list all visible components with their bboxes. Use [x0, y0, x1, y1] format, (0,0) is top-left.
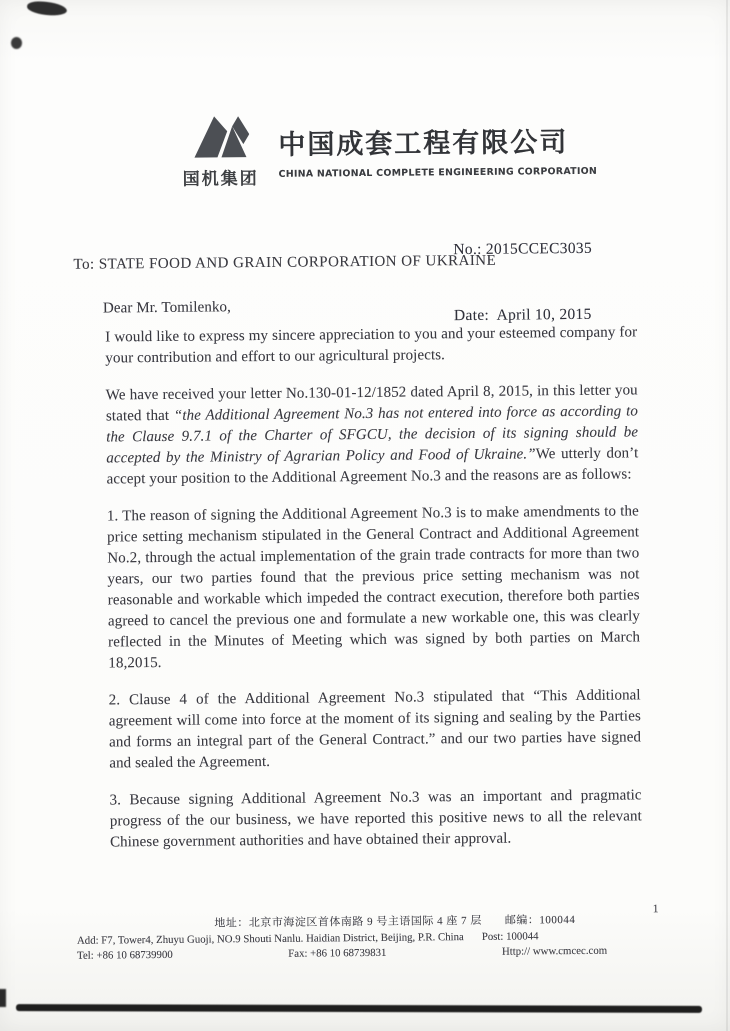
letterhead	[180, 110, 597, 190]
paragraph-received-prefix: We have received your letter No.130-01-12/1852 dated April 8, 2015, in this letter you stated that	[105, 382, 638, 425]
logo-group-name: 国机集团	[182, 169, 259, 190]
footer-postcode: Post: 100044	[481, 930, 539, 943]
footer-address-cn: 地址：北京市海淀区首体南路 9 号主语国际 4 座 7 层 邮编：100044	[214, 914, 576, 930]
footer-address-en-text: Add: F7, Tower4, Zhuyu Guoji, NO.9 Shouti Nanlu. Haidian District, Beijing, P.R. China	[76, 931, 464, 947]
paragraph-reason-3: 3. Because signing Additional Agreement No.3 was an important and pragmatic progress of the our business, we have reported this positive news to all the relevant Chinese government authorities and have obtained their approval.	[109, 787, 642, 851]
company-names	[278, 120, 597, 180]
paragraph-reason-2: 2. Clause 4 of the Additional Agreement No.3 stipulated that “This Additional agreement will come into force at the moment of its signing and sealing by the Parties and forms an integral part of the General Contract.” and our two parties have signed and sealed the Agreement.	[108, 687, 642, 772]
salutation-line: Dear Mr. Tomilenko,	[102, 299, 232, 317]
footer-website: Http:// www.cmcec.com	[501, 944, 608, 958]
company-name-cn: 中国成套工程有限公司	[278, 127, 569, 161]
footer-tel: Tel: +86 10 68739900	[77, 948, 173, 962]
letter-footer	[5, 909, 730, 962]
paragraph-received-letter	[106, 380, 639, 490]
recipient-line: To: STATE FOOD AND GRAIN CORPORATION OF UKRAINE	[73, 252, 497, 273]
company-name-en: CHINA NATIONAL COMPLETE ENGINEERING CORPORATION	[278, 165, 598, 180]
paragraph-received-quote: “the Additional Agreement No.3 has not entered into force as according to the Clause 9.7.1 of the Charter of SFGCU, the decision of its signing should be accepted by the Ministry of Agrarian Policy and Food of Ukraine.”	[106, 403, 639, 467]
letter-ref-number: No.: 2015CCEC3035	[453, 239, 593, 259]
page-number: 1	[652, 903, 659, 916]
letter-body	[0, 249, 730, 871]
sinomach-logo-icon	[191, 113, 249, 160]
footer-fax: Fax: +86 10 68739831	[288, 946, 387, 960]
letter-date: Date: April 10, 2015	[453, 305, 592, 325]
paragraph-appreciation: I would like to express my sincere appreciation to you and your esteemed company for your contribution and effort to our agricultural projects.	[105, 324, 638, 367]
company-logo	[180, 113, 261, 190]
paragraph-received-suffix: We utterly don’t accept your position to the Additional Agreement No.3 and the reasons are as follows:	[106, 445, 639, 488]
paragraph-reason-1: 1. The reason of signing the Additional Agreement No.3 is to make amendments to the price setting mechanism stipulated in the General Contract and Additional Agreement No.2, through the actual implementation of the grain trade contracts for more than two years, our two parties found that the previous price setting mechanism was not reasonable and workable which impeded the contract execution, therefore both parties agreed to cancel the previous one and formulate a new workable one, this was clearly reflected in the Minutes of Meeting which was signed by both parties on March 18,2015.	[106, 503, 641, 672]
